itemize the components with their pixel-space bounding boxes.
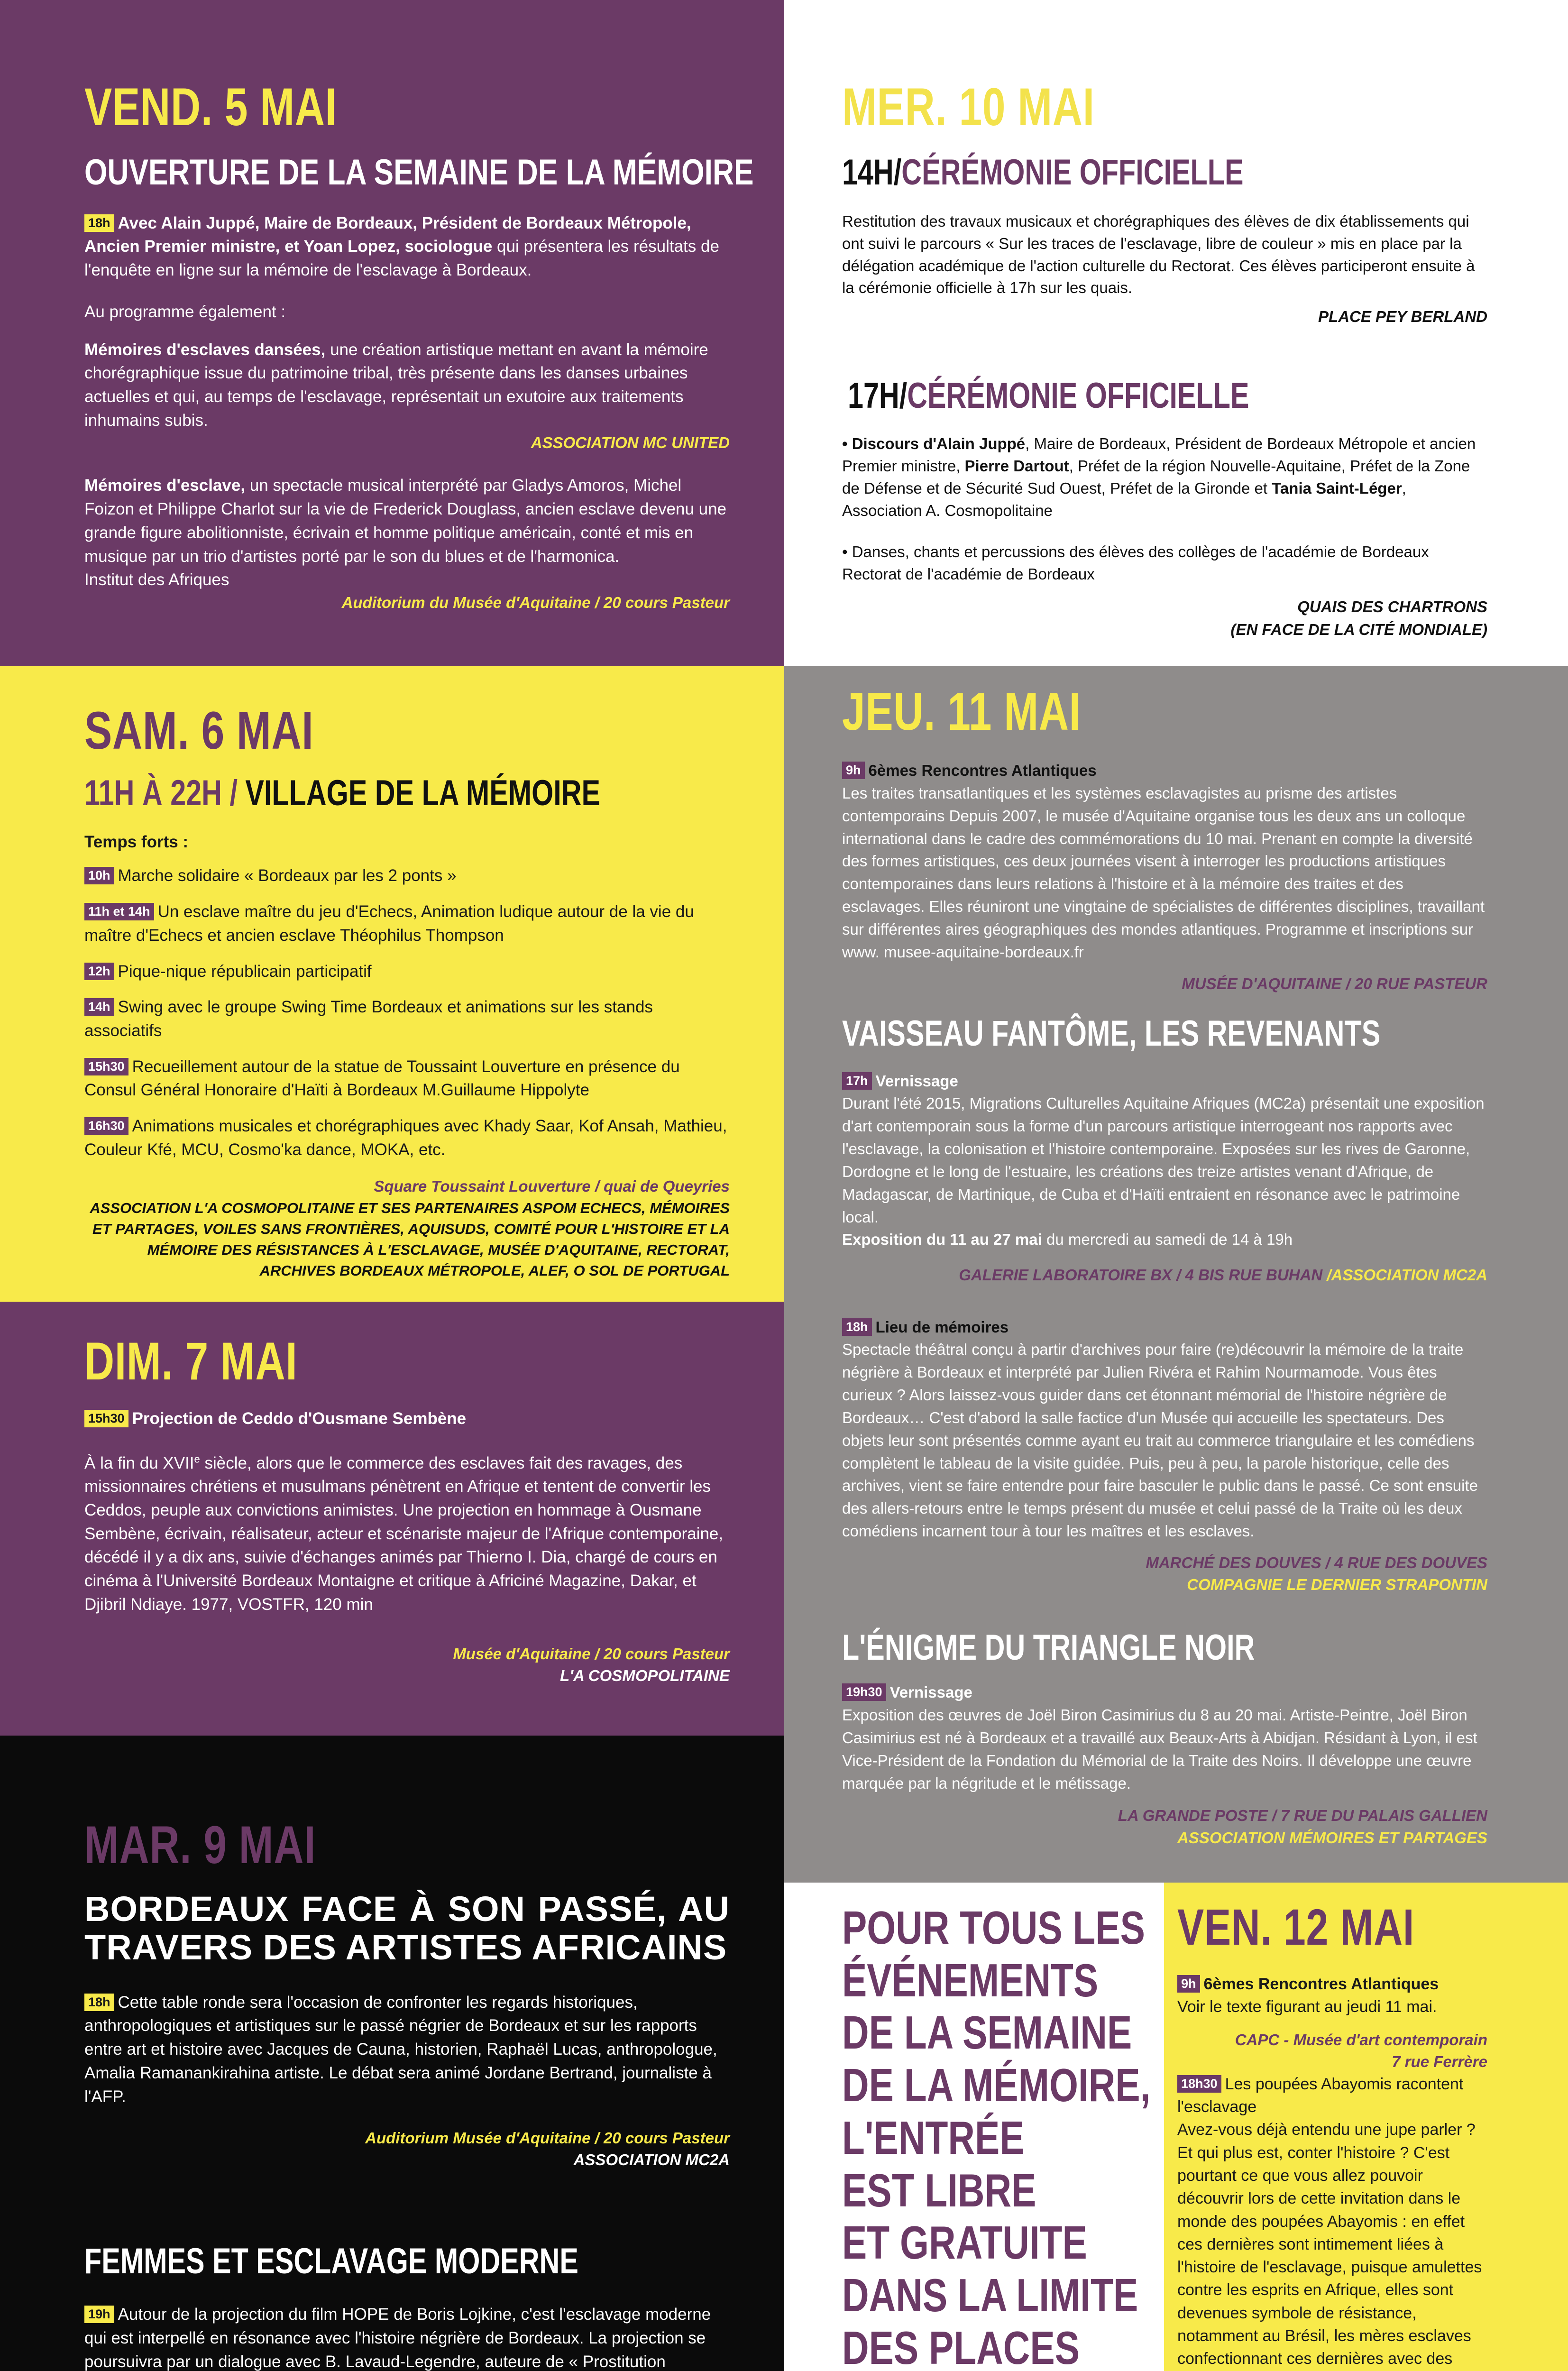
event-text: siècle, alors que le commerce des esclaves fait des ravages, des missionnaires chrétiens et musulmans pénètrent en Afrique et tentent de convertir les Ceddos, peuple aux convictions animistes. Une projection en hommage à Ousmane Sembène, écrivain, réalisateur, acteur et scénariste majeur de l'Afrique contemporaine, décédé il y a dix ans, suivie d'échanges animés par Thierno I. Dia, chargé de cours en cinéma à l'Université Bordeaux Montaigne et critique à Africiné Magazine, Dakar, et Djibril Ndiaye. 1977, VOSTFR, 120 min — [84, 1453, 724, 1614]
item-text: Un esclave maître du jeu d'Echecs, Animation ludique autour de la vie du maître d'Echecs et ancien esclave Théophilus Thompson — [84, 902, 694, 945]
event-place — [1177, 2029, 1487, 2073]
femmes-heading: FEMMES ET ESCLAVAGE MODERNE — [84, 2241, 578, 2281]
village-body — [84, 830, 730, 1162]
place-text: GALERIE LABORATOIRE BX / 4 BIS RUE BUHAN — [959, 1266, 1327, 1284]
day-heading: SAM. 6 MAI — [84, 701, 314, 760]
vaisseau-heading: VAISSEAU FANTÔME, LES REVENANTS — [842, 1013, 1381, 1054]
event-femmes — [84, 2303, 730, 2371]
ceremony-time: 17H/ — [848, 376, 908, 416]
event-text: Avez-vous déjà entendu une jupe parler ? Et qui plus est, conter l'histoire ? C'est pourtant ce que vous allez pouvoir découvrir lors de cette invitation dans le monde des poupées Abayomis : en effet ces dernières sont intimement liées à l'histoire de l'esclavage, puisque amulettes contre les esprits en Afrique, elles sont devenues symbole de résistance, notamment au Brésil, les mères esclaves confectionnant ces dernières avec des — [1177, 2121, 1482, 2368]
event-org: COMPAGNIE LE DERNIER STRAPONTIN — [1187, 1576, 1487, 1594]
item1-text: une création artistique mettant en avant la mémoire chorégraphique issue du patrimoine tribal, très présente dans les danses urbaines actuelles et qui, au temps de l'esclavage, représentait un exutoire aux traitements inhumains subis. — [84, 340, 708, 430]
item1-bold: Mémoires d'esclaves dansées, — [84, 340, 326, 359]
place-line: QUAIS DES CHARTRONS — [1297, 598, 1487, 616]
day-heading: JEU. 11 MAI — [842, 682, 1081, 741]
event-rencontres — [842, 759, 1487, 964]
event-place: Musée d'Aquitaine / 20 cours Pasteur — [453, 1645, 730, 1663]
item-text: Pique-nique républicain participatif — [118, 962, 372, 981]
event-label: 6èmes Rencontres Atlantiques — [868, 762, 1097, 779]
event-text: À la fin du XVII — [84, 1453, 194, 1472]
time-tag: 9h — [1177, 1975, 1200, 1993]
time-tag: 9h — [842, 762, 865, 779]
time-tag: 18h — [842, 1318, 872, 1336]
programme-label: Au programme également : — [84, 302, 286, 321]
event-poupees — [1177, 2073, 1487, 2371]
village-orgs: ASSOCIATION L'A COSMOPOLITAINE ET SES PARTENAIRES ASPOM ECHECS, MÉMOIRES ET PARTAGES, VOILES SANS FRONTIÈRES, AQUISUDS, COMITÉ POUR L'HISTOIRE ET LA MÉMOIRE DES RÉSISTANCES À L'ESCLAVAGE, MUSÉE D'AQUITAINE, RECTORAT, ARCHIVES BORDEAUX MÉTROPOLE, ALEF, O SOL DE PORTUGAL — [90, 1199, 730, 1279]
free-entry-text — [842, 1902, 1151, 2371]
event-place: MARCHÉ DES DOUVES / 4 RUE DES DOUVES — [1146, 1553, 1487, 1571]
notice-line: DE LA MÉMOIRE, — [842, 2059, 1151, 2112]
event-org: ASSOCIATION MÉMOIRES ET PARTAGES — [1177, 1829, 1487, 1847]
notice-line: DE LA SEMAINE — [842, 2006, 1132, 2059]
table-ronde-heading: BORDEAUX FACE À SON PASSÉ, AU TRAVERS DES ARTISTES AFRICAINS — [84, 1889, 730, 1967]
event-vaisseau — [842, 1070, 1487, 1251]
panel-mar-9-mai — [0, 1736, 784, 2371]
village-item — [84, 864, 730, 888]
village-label: VILLAGE DE LA MÉMOIRE — [245, 773, 601, 813]
village-item — [84, 1114, 730, 1161]
event-title: OUVERTURE DE LA SEMAINE DE LA MÉMOIRE — [84, 152, 754, 193]
event-label: 6èmes Rencontres Atlantiques — [1203, 1975, 1439, 1993]
time-tag: 18h30 — [1177, 2075, 1221, 2093]
place-org: /ASSOCIATION MC2A — [1327, 1266, 1487, 1284]
day-heading: MER. 10 MAI — [842, 77, 1095, 137]
ceremony-place-1: PLACE PEY BERLAND — [1318, 308, 1487, 326]
speech-text: , Association A. Cosmopolitaine — [842, 479, 1406, 519]
time-tag: 15h30 — [84, 1058, 128, 1075]
event-place: Auditorium du Musée d'Aquitaine / 20 cours Pasteur — [341, 593, 730, 611]
event-text: Durant l'été 2015, Migrations Culturelles Aquitaine Afriques (MC2a) présentait une exposition d'art contemporain sous la forme d'un parcours artistique interrogeant nos rapports avec l'esclavage, la colonisation et l'histoire contemporaine. Exposées sur les rives de Garonne, Dordogne et le long de l'estuaire, les créations des treize artistes venant d'Afrique, de Madagascar, de Martinique, de Cuba et d'Haïti entraient en résonance avec le patrimoine local. — [842, 1094, 1485, 1226]
event-place: MUSÉE D'AQUITAINE / 20 RUE PASTEUR — [1182, 974, 1487, 993]
place-line: CAPC - Musée d'art contemporain — [1235, 2031, 1487, 2049]
expo-hours: du mercredi au samedi de 14 à 19h — [1042, 1231, 1293, 1249]
time-tag: 14h — [84, 998, 114, 1016]
ceremony-label: CÉRÉMONIE OFFICIELLE — [907, 376, 1249, 416]
village-time: 11H À 22H / — [84, 773, 246, 813]
time-tag: 15h30 — [84, 1410, 128, 1427]
speech-bold: • Discours d'Alain Juppé — [842, 435, 1026, 453]
notice-line: ÉVÉNEMENTS — [842, 1954, 1099, 2006]
event-text: Les traites transatlantiques et les systèmes esclavagistes au prisme des artistes contemporains Depuis 2007, le musée d'Aquitaine organise tous les deux ans un colloque international dans le cadre des commémorations du 10 mai. Prenant en compte la diversité des formes artistiques, ces deux journées visent à interroger les productions artistiques contemporaines dans leurs relations à l'histoire et à la mémoire des traites et des esclavages. Elles réuniront une vingtaine de spécialistes de différentes disciplines, travaillant sur différentes aires géographiques des mondes atlantiques. Programme et inscriptions sur www. musee-aquitaine-bordeaux.fr — [842, 784, 1485, 961]
speech-bold: Pierre Dartout — [964, 457, 1069, 475]
enigme-heading: L'ÉNIGME DU TRIANGLE NOIR — [842, 1627, 1255, 1668]
event-label: Projection de Ceddo d'Ousmane Sembène — [132, 1409, 467, 1428]
time-tag: 11h et 14h — [84, 903, 154, 920]
event-rencontres — [1177, 1973, 1487, 2019]
event-org: ASSOCIATION MC2A — [573, 2151, 730, 2169]
panel-sam-6-mai — [0, 666, 784, 1302]
day-heading: MAR. 9 MAI — [84, 1815, 316, 1875]
item2-bold: Mémoires d'esclave, — [84, 476, 246, 495]
item1-org: ASSOCIATION MC UNITED — [531, 434, 730, 452]
ceremony-text-1: Restitution des travaux musicaux et chorégraphiques des élèves de dix établissements qui ont suivi le parcours « Sur les traces de l'esclavage, libre de couleur » mis en place par la délégation académique de l'action culturelle du Rectorat. Ces élèves participeront ensuite à la cérémonie officielle à 17h sur les quais. — [842, 212, 1475, 297]
notice-line: EST LIBRE — [842, 2164, 1036, 2216]
event-table-ronde — [84, 1991, 730, 2108]
day-heading: VEND. 5 MAI — [84, 77, 337, 137]
notice-line: L'ENTRÉE — [842, 2111, 1025, 2164]
item2-text: un spectacle musical interprété par Gladys Amoros, Michel Foizon et Philippe Charlot sur la vie de Frederick Douglass, ancien esclave devenu une grande figure abolitionniste, écrivain et homme politique américain, conté et mis en musique par un trio d'artistes porté par le son du blues et de l'harmonica. — [84, 476, 727, 566]
panel-mer-10-mai — [784, 0, 1568, 666]
day-heading: VEN. 12 MAI — [1177, 1898, 1415, 1956]
event-label: Les poupées Abayomis racontent l'esclavage — [1177, 2075, 1464, 2116]
event-lieu-memoires — [842, 1316, 1487, 1543]
panel-jeu-11-mai — [784, 666, 1568, 1883]
speech-text: , Maire de Bordeaux, Président de Bordeaux Métropole et ancien Premier ministre, — [842, 435, 1476, 475]
ceremony-text-2 — [842, 433, 1487, 585]
event-org: L'A COSMOPOLITAINE — [559, 1666, 730, 1684]
event-label: Vernissage — [889, 1683, 972, 1701]
intro-text: qui présentera les résultats de l'enquête en ligne sur la mémoire de l'esclavage à Bordeaux. — [84, 237, 719, 280]
item-text: Marche solidaire « Bordeaux par les 2 ponts » — [118, 866, 457, 885]
panel-dim-7-mai — [0, 1302, 784, 1736]
event-text-sup: e — [194, 1453, 200, 1465]
place-line: (EN FACE DE LA CITÉ MONDIALE) — [1230, 621, 1487, 639]
panel-vend-5-mai — [0, 0, 784, 666]
notice-line: ET GRATUITE — [842, 2216, 1087, 2269]
village-title — [84, 773, 601, 813]
village-item — [84, 995, 730, 1042]
notice-line: DANS LA LIMITE — [842, 2269, 1138, 2322]
ceremony-place-2 — [842, 596, 1487, 641]
speech-text: , Préfet de la région Nouvelle-Aquitaine, Préfet de la Zone de Défense et de Sécurité Sud Ouest, Préfet de la Gironde et — [842, 457, 1470, 497]
time-tag: 12h — [84, 963, 114, 980]
notice-line: DES PLACES — [842, 2321, 1080, 2371]
ceremony-title-1 — [842, 154, 1346, 192]
event-place: Auditorium Musée d'Aquitaine / 20 cours Pasteur — [365, 2129, 730, 2147]
item-text: Recueillement autour de la statue de Toussaint Louverture en présence du Consul Général Honoraire d'Haïti à Bordeaux M.Guillaume Hippolyte — [84, 1057, 680, 1100]
event-body — [84, 1407, 730, 1617]
item2-org: Institut des Afriques — [84, 570, 229, 589]
expo-dates: Exposition du 11 au 27 mai — [842, 1231, 1042, 1249]
time-tag: 10h — [84, 867, 114, 884]
time-tag: 18h — [84, 1994, 114, 2011]
item-text: Swing avec le groupe Swing Time Bordeaux et animations sur les stands associatifs — [84, 998, 653, 1040]
event-text: Autour de la projection du film HOPE de Boris Lojkine, c'est l'esclavage moderne qui est interpellé en résonance avec l'histoire négrière de Bordeaux. La projection se poursuivra par un dialogue avec B. Lavaud-Legendre, auteure de « Prostitution — [84, 2305, 711, 2371]
event-text: Voir le texte figurant au jeudi 11 mai. — [1177, 1998, 1437, 2016]
village-item — [84, 960, 730, 983]
temps-forts-label: Temps forts : — [84, 832, 189, 851]
village-item — [84, 900, 730, 947]
panel-ven-12-mai — [1164, 1883, 1568, 2371]
ceremony-title-2 — [848, 377, 1347, 415]
time-tag: 19h30 — [842, 1683, 886, 1701]
event-text: Exposition des œuvres de Joël Biron Casimirius du 8 au 20 mai. Artiste-Peintre, Joël Biron Casimirius est né à Bordeaux et a travaillé aux Beaux-Arts à Abidjan. Résidant à Lyon, il est Vice-Président de la Fondation du Mémorial de la Traite des Noirs. Il développe une œuvre marquée par la négritude et le métissage. — [842, 1706, 1477, 1792]
ceremony-label: CÉRÉMONIE OFFICIELLE — [901, 152, 1244, 193]
event-text: Cette table ronde sera l'occasion de confronter les regards historiques, anthropologiques et artistiques sur le passé négrier de Bordeaux et sur les rapports entre art et histoire avec Jacques de Cauna, historien, Raphaël Lucas, anthropologue, Amalia Ramanankirahina artiste. Le débat sera animé Jordane Bertrand, journaliste à l'AFP. — [84, 1993, 717, 2106]
village-item — [84, 1055, 730, 1102]
place-line: 7 rue Ferrère — [1392, 2052, 1487, 2070]
time-tag: 17h — [842, 1072, 872, 1090]
panel-free-entry-notice — [784, 1883, 1164, 2371]
event-enigme — [842, 1681, 1487, 1794]
event-place — [842, 1264, 1487, 1286]
event-label: Lieu de mémoires — [875, 1318, 1009, 1336]
dance-text: • Danses, chants et percussions des élèves des collèges de l'académie de Bordeaux Rectorat de l'académie de Bordeaux — [842, 542, 1429, 583]
notice-line: POUR TOUS LES — [842, 1902, 1145, 1954]
speech-bold: Tania Saint-Léger — [1272, 479, 1402, 497]
event-label: Vernissage — [875, 1072, 958, 1090]
time-tag: 16h30 — [84, 1117, 128, 1135]
time-tag: 18h — [84, 214, 114, 232]
event-place: LA GRANDE POSTE / 7 RUE DU PALAIS GALLIEN — [1118, 1807, 1487, 1825]
village-place: Square Toussaint Louverture / quai de Queyries — [374, 1177, 730, 1195]
day-heading: DIM. 7 MAI — [84, 1332, 298, 1391]
item-text: Animations musicales et chorégraphiques avec Khady Saar, Kof Ansah, Mathieu, Couleur Kfé, MCU, Cosmo'ka dance, MOKA, etc. — [84, 1116, 727, 1159]
event-text: Spectacle théâtral conçu à partir d'archives pour faire (re)découvrir la mémoire de la traite négrière à Bordeaux et interprété par Julien Rivéra et Rahim Nourmamode. Vous êtes curieux ? Alors laissez-vous guider dans cet étonnant mémorial de l'histoire négrière de Bordeaux… C'est d'abord la salle factice d'un Musée qui accueille les spectateurs. Des objets leur sont présentés comme ayant eu trait au commerce triangulaire et les comédiens complètent le tableau de la visite guidée. Puis, peu à peu, la parole historique, celle des archives, vient se faire entendre pour faire basculer le public dans le passé. Ce sont ensuite des allers-retours entre le temps présent du musée et celui passé de la Traite où les deux comédiens incarnent tour à tour les maîtres et les esclaves. — [842, 1341, 1478, 1540]
event-body — [84, 211, 730, 614]
ceremony-time: 14H/ — [842, 152, 902, 193]
time-tag: 19h — [84, 2306, 114, 2323]
intro-bold: Avec Alain Juppé, Maire de Bordeaux, Président de Bordeaux Métropole, Ancien Premier ministre, et Yoan Lopez, sociologue — [84, 213, 691, 256]
